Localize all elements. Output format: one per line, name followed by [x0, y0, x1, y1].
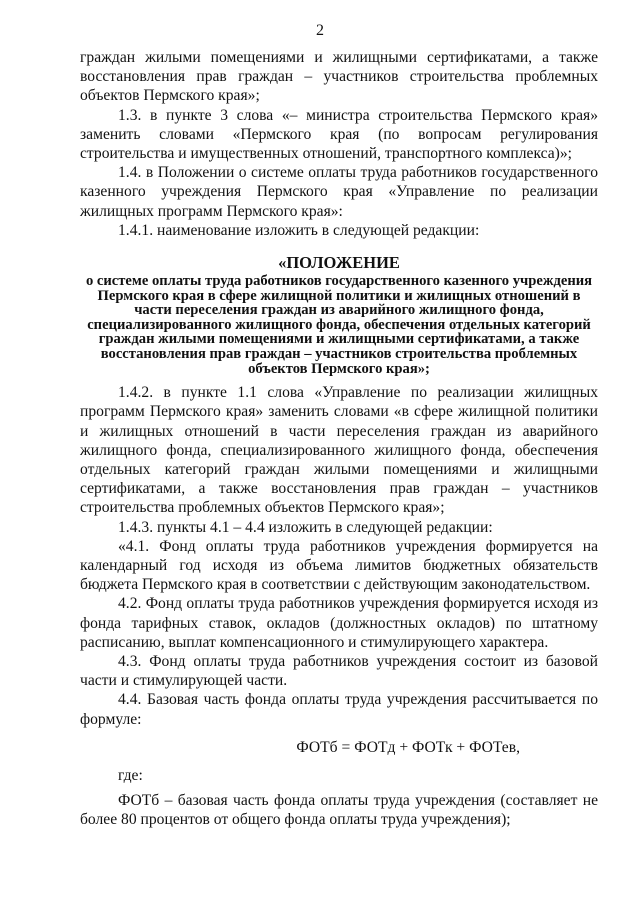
page-number: 2 — [316, 22, 324, 39]
formula: ФОТб = ФОТд + ФОТк + ФОТев, — [296, 738, 520, 756]
definition-fotb: ФОТб – базовая часть фонда оплаты труда учреждения (составляет не более 80 процентов от общего фонда оплаты труда учреждения); — [80, 792, 598, 829]
paragraph-4-4: 4.4. Базовая часть фонда оплаты труда учреждения рассчитывается по формуле: — [80, 691, 598, 728]
where-label: где: — [118, 767, 143, 785]
document-body — [80, 48, 598, 830]
section-title: «ПОЛОЖЕНИЕ — [278, 253, 400, 273]
paragraph-1-4: 1.4. в Положении о системе оплаты труда работников государственного казенного учреждения Пермского края «Управление по реализации жилищных программ Пермского края»: — [80, 164, 598, 220]
paragraph-1-4-1: 1.4.1. наименование изложить в следующей редакции: — [118, 221, 480, 239]
paragraph-1-4-3: 1.4.3. пункты 4.1 – 4.4 изложить в следующей редакции: — [118, 518, 493, 536]
section-subtitle: о системе оплаты труда работников государственного казенного учреждения Пермского края в сфере жилищной политики и жилищных отношений в части переселения граждан из аварийного жилищного фонда, специализированного жилищного фонда, обеспечения отдельных категорий граждан жилыми помещениями и жилищными сертификатами, а также восстановления прав граждан – участников строительства проблемных объектов Пермского края»; — [85, 273, 593, 377]
paragraph-4-1: «4.1. Фонд оплаты труда работников учреждения формируется на календарный год исходя из объема лимитов бюджетных обязательств бюджета Пермского края в соответствии с действующим законодательством. — [80, 537, 598, 594]
paragraph-continuation: граждан жилыми помещениями и жилищными сертификатами, а также восстановления прав граждан – участников строительства проблемных объектов Пермского края»; — [80, 49, 598, 105]
paragraph-1-3: 1.3. в пункте 3 слова «– министра строительства Пермского края» заменить словами «Пермского края (по вопросам регулирования строительства и имущественных отношений, транспортного комплекса)»; — [80, 106, 598, 163]
paragraph-4-2: 4.2. Фонд оплаты труда работников учреждения формируется исходя из фонда тарифных ставок, окладов (должностных окладов) по штатному расписанию, выплат компенсационного и стимулирующего характера. — [80, 595, 598, 651]
paragraph-4-3: 4.3. Фонд оплаты труда работников учреждения состоит из базовой части и стимулирующей части. — [80, 653, 598, 690]
paragraph-1-4-2: 1.4.2. в пункте 1.1 слова «Управление по реализации жилищных программ Пермского края» заменить словами «в сфере жилищной политики и жилищных отношений в части переселения граждан из аварийного жилищного фонда, специализированного жилищного фонда, обеспечения отдельных категорий граждан жилыми помещениями и жилищными сертификатами, а также восстановления прав граждан – участников строительства проблемных объектов Пермского края»; — [80, 384, 598, 517]
